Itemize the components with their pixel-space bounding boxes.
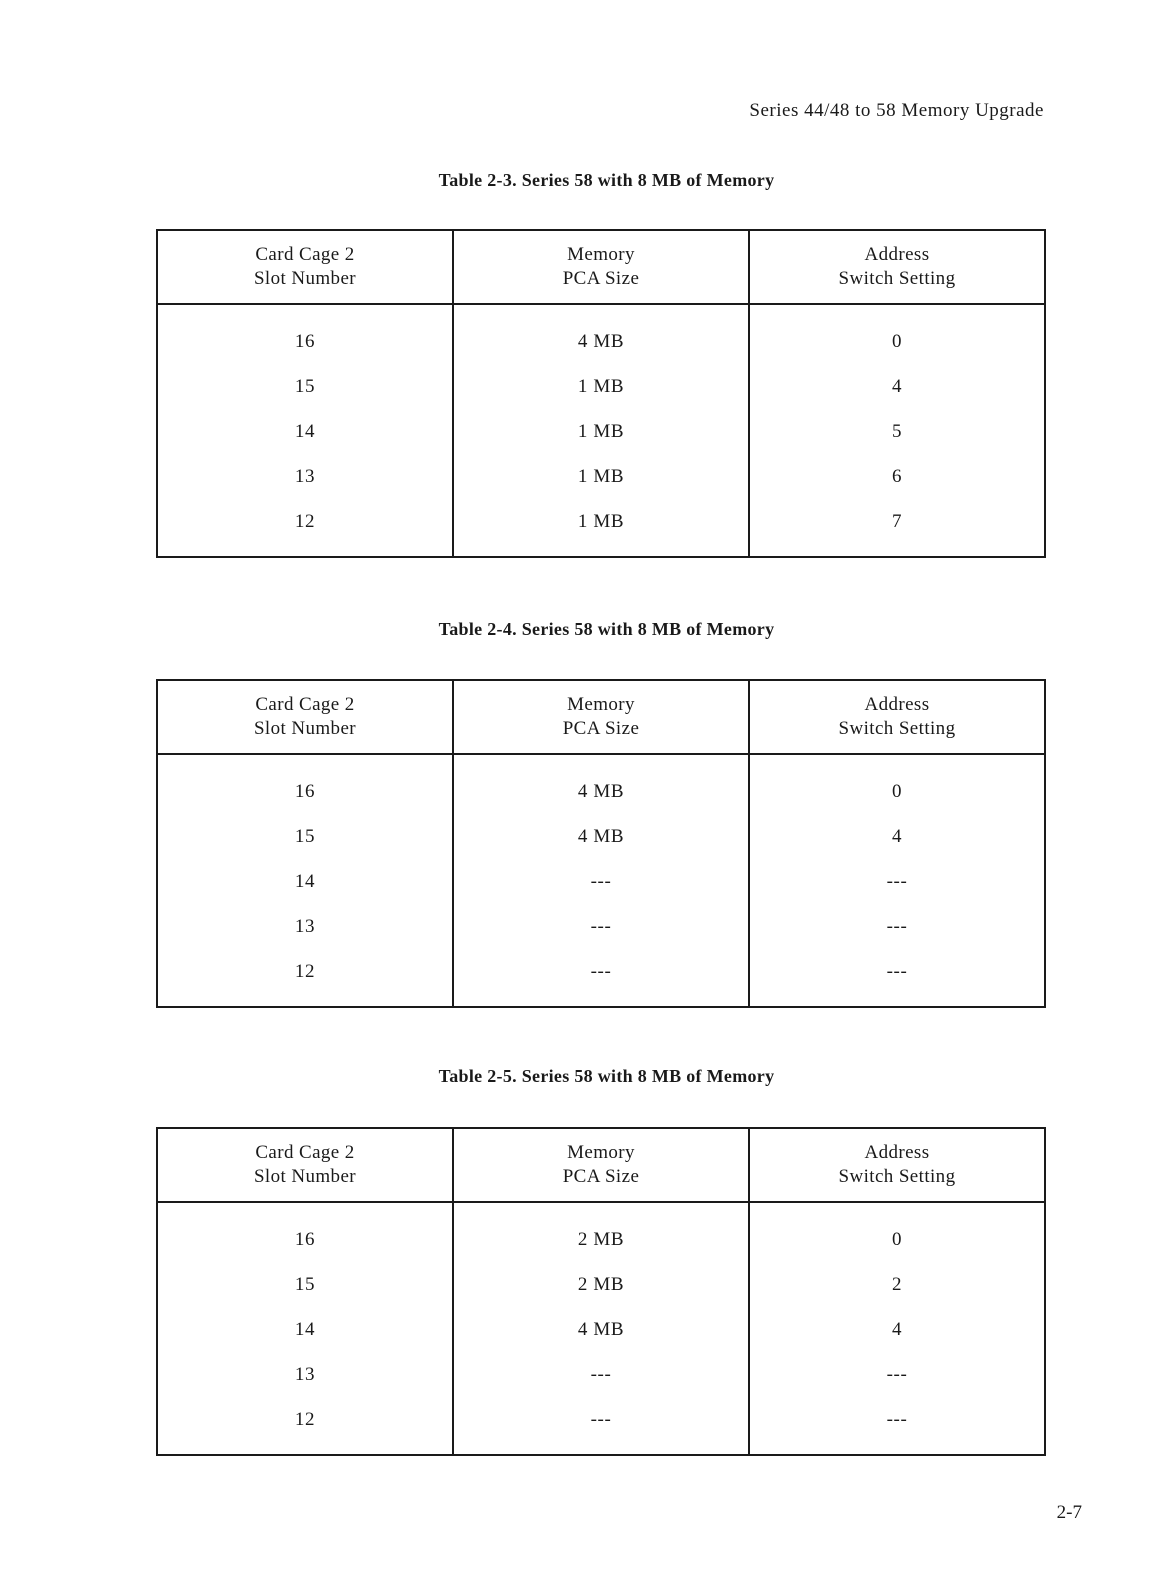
slot-cell: 12 — [294, 1408, 316, 1430]
switch-cell: 4 — [749, 814, 1045, 859]
header-line: Switch Setting — [838, 718, 956, 739]
switch-cell: --- — [749, 1397, 1045, 1455]
slot-cell: 14 — [294, 870, 316, 892]
header-line: Memory — [567, 694, 635, 715]
size-cell: 1 MB — [453, 409, 749, 454]
size-cell: 2 MB — [453, 1202, 749, 1262]
switch-cell: 6 — [749, 454, 1045, 499]
size-cell: 4 MB — [453, 814, 749, 859]
page-number: 2-7 — [1056, 1502, 1082, 1523]
switch-cell: 7 — [749, 499, 1045, 557]
switch-cell: 5 — [749, 409, 1045, 454]
slot-cell: 14 — [294, 420, 316, 442]
switch-cell: 0 — [749, 754, 1045, 814]
memory-table — [156, 679, 1046, 1008]
memory-table — [156, 1127, 1046, 1456]
table-row — [157, 364, 1045, 409]
column-header-size — [453, 1128, 749, 1202]
switch-cell: 0 — [749, 304, 1045, 364]
table-row — [157, 814, 1045, 859]
table-row — [157, 859, 1045, 904]
slot-cell: 15 — [294, 1273, 316, 1295]
size-cell: 4 MB — [453, 1307, 749, 1352]
header-line: PCA Size — [562, 718, 640, 739]
table-row — [157, 1202, 1045, 1262]
table-header-row — [157, 680, 1045, 754]
header-line: Slot Number — [253, 268, 357, 289]
table-header-row — [157, 1128, 1045, 1202]
table-caption: Table 2-5. Series 58 with 8 MB of Memory — [438, 1066, 775, 1086]
slot-cell: 15 — [294, 375, 316, 397]
table-header-row — [157, 230, 1045, 304]
table-row — [157, 949, 1045, 1007]
table-row — [157, 1352, 1045, 1397]
switch-cell: --- — [749, 949, 1045, 1007]
header-line: Card Cage 2 — [255, 244, 355, 265]
column-header-size — [453, 230, 749, 304]
size-cell: 1 MB — [453, 499, 749, 557]
table-row — [157, 1262, 1045, 1307]
size-cell: 4 MB — [453, 754, 749, 814]
size-cell: 4 MB — [453, 304, 749, 364]
table-row — [157, 409, 1045, 454]
size-cell: 2 MB — [453, 1262, 749, 1307]
table-2-5-block — [156, 1064, 1045, 1430]
slot-cell: 13 — [294, 1363, 316, 1385]
header-line: PCA Size — [562, 268, 640, 289]
size-cell: 1 MB — [453, 454, 749, 499]
slot-cell: 12 — [294, 960, 316, 982]
header-line: Switch Setting — [838, 1166, 956, 1187]
slot-cell: 13 — [294, 465, 316, 487]
column-header-slot — [157, 1128, 453, 1202]
header-line: Address — [864, 694, 930, 715]
header-line: Slot Number — [253, 1166, 357, 1187]
switch-cell: 4 — [749, 364, 1045, 409]
header-line: Memory — [567, 1142, 635, 1163]
column-header-slot — [157, 680, 453, 754]
size-cell: 1 MB — [453, 364, 749, 409]
table-row — [157, 1397, 1045, 1455]
slot-cell: 16 — [294, 780, 316, 802]
switch-cell: --- — [749, 859, 1045, 904]
header-line: Card Cage 2 — [255, 1142, 355, 1163]
table-row — [157, 454, 1045, 499]
column-header-size — [453, 680, 749, 754]
header-line: Card Cage 2 — [255, 694, 355, 715]
slot-cell: 16 — [294, 330, 316, 352]
slot-cell: 16 — [294, 1228, 316, 1250]
table-2-4-block — [156, 617, 1045, 982]
slot-cell: 15 — [294, 825, 316, 847]
header-line: Slot Number — [253, 718, 357, 739]
running-header: Series 44/48 to 58 Memory Upgrade — [749, 100, 1044, 121]
table-row — [157, 904, 1045, 949]
column-header-slot — [157, 230, 453, 304]
table-row — [157, 1307, 1045, 1352]
table-caption: Table 2-3. Series 58 with 8 MB of Memory — [438, 170, 775, 190]
header-line: PCA Size — [562, 1166, 640, 1187]
size-cell: --- — [453, 859, 749, 904]
table-caption: Table 2-4. Series 58 with 8 MB of Memory — [438, 619, 775, 639]
table-row — [157, 754, 1045, 814]
table-2-3-block — [156, 168, 1045, 532]
slot-cell: 14 — [294, 1318, 316, 1340]
header-line: Memory — [567, 244, 635, 265]
header-line: Address — [864, 244, 930, 265]
size-cell: --- — [453, 904, 749, 949]
column-header-switch — [749, 680, 1045, 754]
header-line: Address — [864, 1142, 930, 1163]
column-header-switch — [749, 1128, 1045, 1202]
slot-cell: 13 — [294, 915, 316, 937]
table-row — [157, 499, 1045, 557]
size-cell: --- — [453, 1352, 749, 1397]
switch-cell: --- — [749, 1352, 1045, 1397]
column-header-switch — [749, 230, 1045, 304]
size-cell: --- — [453, 949, 749, 1007]
switch-cell: 4 — [749, 1307, 1045, 1352]
slot-cell: 12 — [294, 510, 316, 532]
header-line: Switch Setting — [838, 268, 956, 289]
size-cell: --- — [453, 1397, 749, 1455]
switch-cell: --- — [749, 904, 1045, 949]
switch-cell: 0 — [749, 1202, 1045, 1262]
table-row — [157, 304, 1045, 364]
switch-cell: 2 — [749, 1262, 1045, 1307]
memory-table — [156, 229, 1046, 558]
